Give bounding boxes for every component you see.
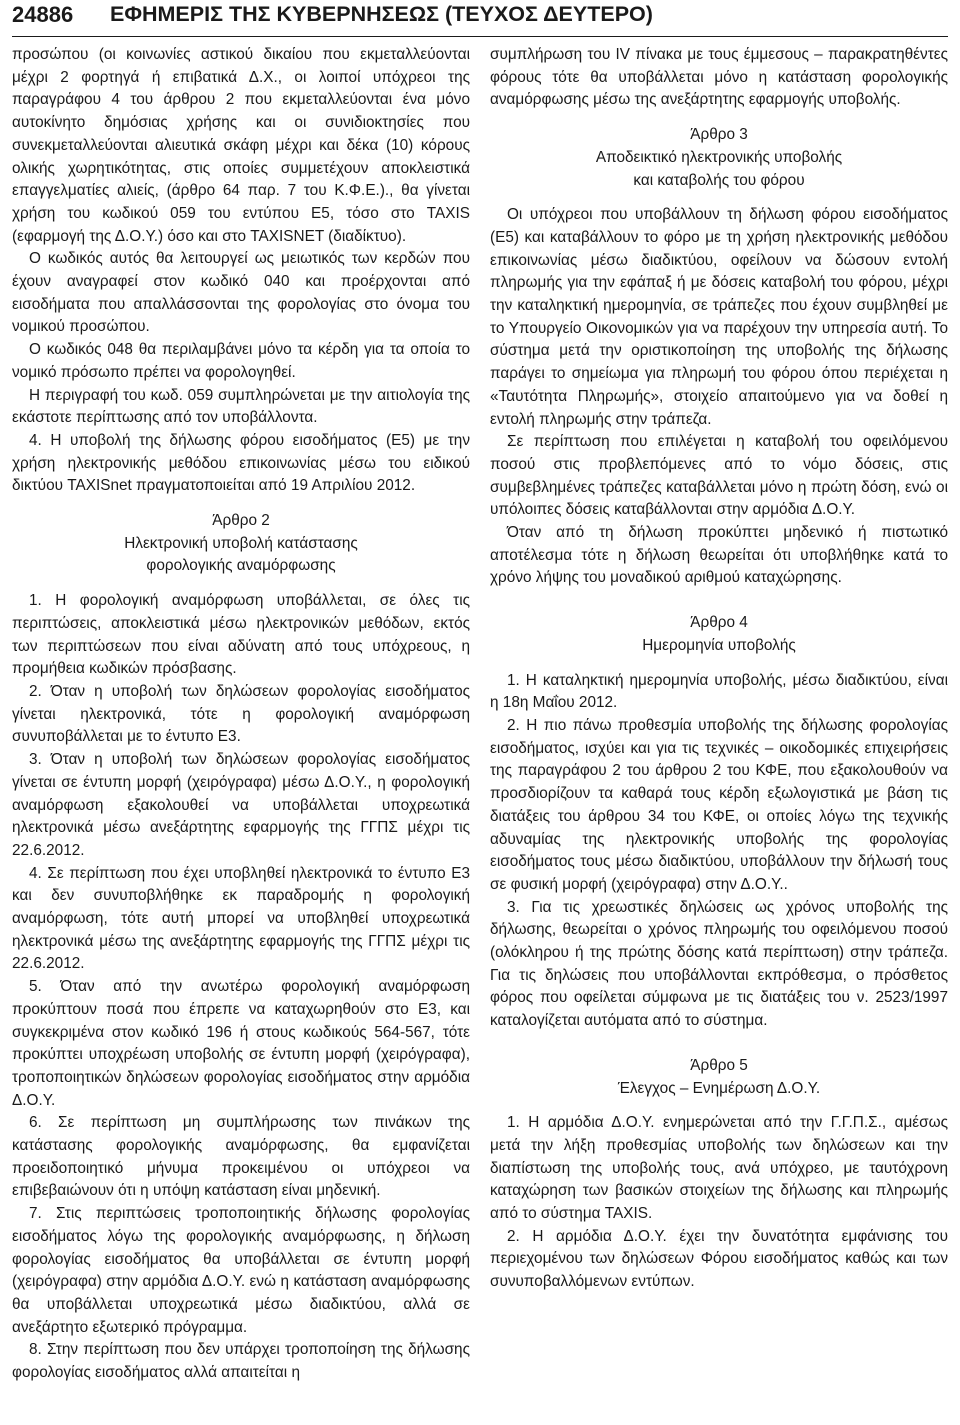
article-5-subtitle: Έλεγχος – Ενημέρωση Δ.Ο.Υ. xyxy=(617,1079,821,1097)
paragraph: Οι υπόχρεοι που υποβάλλουν τη δήλωση φόρου εισοδήματος (Ε5) και καταβάλλουν το φόρο με τη χρήση ηλεκτρονικής μεθόδου επικοινωνίας μέσω διαδικτύου, οφείλουν να δώσουν εντολή πληρωμής για την εφάπαξ ή με δόσεις καταβολή του φόρου, μέχρι την καταληκτική ημερομηνία, σε τράπεζες που έχουν συμβληθεί με το Υπουργείο Οικονομικών για να παρέχουν την υπηρεσία αυτή. Το σύστημα μετά την οριστικοποίηση της υποβολής της δήλωσης παράγει το σημείωμα για πληρωμή του φόρου όπου περιέχεται η «Ταυτότητα Πληρωμής», στοιχείο απαιτούμενο για να δοθεί η εντολή πληρωμής στην τράπεζα. xyxy=(490,206,948,428)
paragraph: 3. Για τις χρεωστικές δηλώσεις ως χρόνος υποβολής της δήλωσης, θεωρείται ο χρόνος πληρωμής του οφειλόμενου ποσού (ολόκληρου ή της πρώτης δόσης κατά περίπτωση) στην τράπεζα. Για τις δηλώσεις που υποβάλλονται εκπρόθεσμα, ο πρόσθετος φόρος που οφείλεται σύμφωνα με τις διατάξεις του ν. 2523/1997 καταλογίζεται αυτόματα από το σύστημα. xyxy=(490,898,948,1030)
article-2-subtitle: Ηλεκτρονική υποβολή κατάστασης xyxy=(124,534,358,552)
paragraph: 2. Η πιο πάνω προθεσμία υποβολής της δήλωσης φορολογίας εισοδήματος, ισχύει και για τις τεχνικές – οικοδομικές επιχειρήσεις της παραγράφου 2 του άρθρου 2 του ΚΦΕ, που εξακολουθούν να προσδιορίζουν τα καθαρά τους κέρδη εξωλογιστικά με βάση τις διατάξεις του άρθρου 34 του ΚΦΕ, οι οποίες λόγω της τεχνικής αδυναμίας της ηλεκτρονικής υποβολής της φορολογίας εισοδήματος τους μέσω διαδικτύου, υποβάλλουν την δήλωσή τους σε φυσική μορφή (χειρόγραφα) στην Δ.Ο.Υ.. xyxy=(490,716,948,893)
paragraph: 2. Η αρμόδια Δ.Ο.Υ. έχει την δυνατότητα εμφάνισης του περιεχομένου των δηλώσεων Φόρου εισοδήματος καθώς και των συνυποβαλλόμενων εντύπων. xyxy=(490,1227,948,1291)
spacer xyxy=(490,1033,948,1055)
page-number: 24886 xyxy=(12,2,74,27)
paragraph: 5. Όταν από την ανωτέρω φορολογική αναμόρφωση προκύπτουν ποσά που έπρεπε να καταχωρηθούν στο Ε3, και συγκεκριμένα στον κωδικό 196 ή στους κωδικούς 564-567, τότε προκύπτει υποχρέωση υποβολής σε έντυπη μορφή (χειρόγραφα), τροποποιητικών δηλώσεων φορολογίας εισοδήματος στην αρμόδια Δ.Ο.Υ. xyxy=(12,978,470,1109)
article-3-subtitle: και καταβολής του φόρου xyxy=(633,171,805,189)
paragraph: Ο κωδικός 048 θα περιλαμβάνει μόνο τα κέρδη για τα οποία το νομικό πρόσωπο πρέπει να φορολογηθεί. xyxy=(12,341,470,381)
paragraph: προσώπου (οι κοινωνίες αστικού δικαίου που εκμεταλλεύονται μέχρι 2 φορτηγά ή επιβατικά Δ.Χ., οι λοιποί υπόχρεοι της παραγράφου 4 του άρθρου 2 που εκμεταλλεύονται ένα μόνο αυτοκίνητο δημόσιας χρήσης και οι συνιδιοκτησίες που συνεκμεταλλεύονται αλιευτικά σκάφη μέχρι και δέκα (10) κόρους ολικής χωρητικότητας, στις οποίες συμμετέχουν αποκλειστικά επαγγελματίες αλιείς, (άρθρο 64 παρ. 7 του Κ.Φ.Ε.)., θα γίνεται χρήση του κωδικού 059 του εντύπου Ε5, τόσο στο TAXIS (εφαρμογή της Δ.Ο.Υ.) όσο και στο TAXISNET (διαδίκτυο). xyxy=(12,46,470,245)
spacer xyxy=(490,112,948,124)
paragraph: Ο κωδικός αυτός θα λειτουργεί ως μειωτικός των κερδών που έχουν αναγραφεί στον κωδικό 040 και προέρχονται από εισοδήματα που απαλλάσσονται της φορολογίας στο όνομα του νομικού προσώπου. xyxy=(12,250,470,336)
paragraph: 1. Η φορολογική αναμόρφωση υποβάλλεται, σε όλες τις περιπτώσεις, αποκλειστικά μέσω ηλεκτρονικών μεθόδων, εκτός των περιπτώσεων που είναι αδύνατη από τους υπόχρεους, η προμήθεια κωδικών πρόσβασης. xyxy=(12,592,470,678)
spacer xyxy=(490,192,948,204)
paragraph: 1. Η καταληκτική ημερομηνία υποβολής, μέσω διαδικτύου, είναι η 18η Μαΐου 2012. xyxy=(490,671,948,712)
right-column xyxy=(490,44,948,1294)
paragraph: 4. Η υποβολή της δήλωσης φόρου εισοδήματος (Ε5) με την χρήση ηλεκτρονικής μεθόδου επικοινωνίας μέσω του ειδικού δικτύου TAXISnet πραγματοποιείται από 19 Απριλίου 2012. xyxy=(12,431,470,495)
spacer xyxy=(490,658,948,670)
paragraph: 2. Όταν η υποβολή των δηλώσεων φορολογίας εισοδήματος γίνεται ηλεκτρονικά, τότε η φορολογική αναμόρφωση συνυποβάλλεται με το έντυπο Ε3. xyxy=(12,682,470,746)
article-4-title: Άρθρο 4 xyxy=(690,614,748,632)
spacer xyxy=(12,578,470,590)
spacer xyxy=(12,498,470,510)
spacer xyxy=(490,590,948,612)
article-4-subtitle: Ημερομηνία υποβολής xyxy=(642,636,796,654)
page-header xyxy=(12,0,948,34)
paragraph: συμπλήρωση του IV πίνακα με τους έμμεσους – παρακρατηθέντες φόρους τότε θα υποβάλλεται μόνο η κατάσταση φορολογικής αναμόρφωσης μέσω της ανεξάρτητης εφαρμογής υποβολής. xyxy=(490,46,948,109)
paragraph: Η περιγραφή του κωδ. 059 συμπληρώνεται με την αιτιολογία της εκάστοτε περίπτωσης από τον υποβάλλοντα. xyxy=(12,386,470,427)
article-3-title: Άρθρο 3 xyxy=(690,126,748,144)
paragraph: 6. Σε περίπτωση μη συμπλήρωσης των πινάκων της κατάστασης φορολογικής αναμόρφωσης, θα εμφανίζεται προειδοποιητικό μήνυμα προκειμένου οι υπόχρεοι να επιβεβαιώνουν ότι η υπόψη κατάσταση είναι μηδενική. xyxy=(12,1114,470,1200)
article-2-title: Άρθρο 2 xyxy=(212,512,270,530)
paragraph: Όταν από τη δήλωση προκύπτει μηδενικό ή πιστωτικό αποτέλεσμα τότε η δήλωση θεωρείται ότι υποβλήθηκε κατά το χρόνο λήψης του μοναδικού αριθμού καταχώρησης. xyxy=(490,524,948,587)
article-2-subtitle: φορολογικής αναμόρφωσης xyxy=(146,557,336,575)
paragraph: 1. Η αρμόδια Δ.Ο.Υ. ενημερώνεται από την Γ.Γ.Π.Σ., αμέσως μετά την λήξη προθεσμίας υποβολής των δηλώσεων και την διαπίστωση της υποβολής τους, ανά υπόχρεο, με ταυτόχρονη καταχώρηση των βασικών στοιχείων της δήλωσης και πληρωμής από το σύστημα TAXIS. xyxy=(490,1114,948,1223)
gazette-title: ΕΦΗΜΕΡΙΣ ΤΗΣ ΚΥΒΕΡΝΗΣΕΩΣ (ΤΕΥΧΟΣ ΔΕΥΤΕΡΟ) xyxy=(110,2,653,26)
header-rule xyxy=(12,36,948,37)
paragraph: 3. Όταν η υποβολή των δηλώσεων φορολογίας εισοδήματος γίνεται σε έντυπη μορφή (χειρόγραφα) μέσω Δ.Ο.Υ., η φορολογική αναμόρφωση εξακολουθεί να υποβάλλεται υποχρεωτικά ηλεκτρονικά μέσω ανεξάρτητης εφαρμογής της ΓΓΠΣ μέχρι τις 22.6.2012. xyxy=(12,751,470,859)
paragraph: Σε περίπτωση που επιλέγεται η καταβολή του οφειλόμενου ποσού στις προβλεπόμενες από το νόμο δόσεις, στις συμβεβλημένες τράπεζες καταβάλλεται μόνο η πρώτη δόση, ενώ οι υπόλοιπες δόσεις καταβάλλονται στην αρμόδια Δ.Ο.Υ. xyxy=(490,433,948,519)
paragraph: 7. Στις περιπτώσεις τροποποιητικής δήλωσης φορολογίας εισοδήματος λόγω της φορολογικής αναμόρφωσης, η δήλωση φορολογίας εισοδήματος θα υποβάλλεται σε έντυπη μορφή (χειρόγραφα) στην αρμόδια Δ.Ο.Υ. ενώ η κατάσταση αναμόρφωσης θα υποβάλλεται υποχρεωτικά μέσω διαδικτύου, αλλά σε ανεξάρτητο εξωτερικό πρόγραμμα. xyxy=(12,1205,470,1336)
spacer xyxy=(490,1100,948,1112)
paragraph: 4. Σε περίπτωση που έχει υποβληθεί ηλεκτρονικά το έντυπο Ε3 και δεν συνυποβλήθηκε εκ παραδρομής η φορολογική αναμόρφωση, τότε αυτή μπορεί να υποβληθεί υποχρεωτικά ηλεκτρονικά μέσω της ανεξάρτητης εφαρμογής της ΓΓΠΣ μέχρι τις 22.6.2012. xyxy=(12,864,470,973)
paragraph: 8. Στην περίπτωση που δεν υπάρχει τροποποίηση της δήλωσης φορολογίας εισοδήματος αλλά απαιτείται η xyxy=(12,1341,470,1382)
left-column xyxy=(12,44,470,1385)
article-3-subtitle: Αποδεικτικό ηλεκτρονικής υποβολής xyxy=(595,148,843,166)
article-5-title: Άρθρο 5 xyxy=(690,1056,748,1074)
